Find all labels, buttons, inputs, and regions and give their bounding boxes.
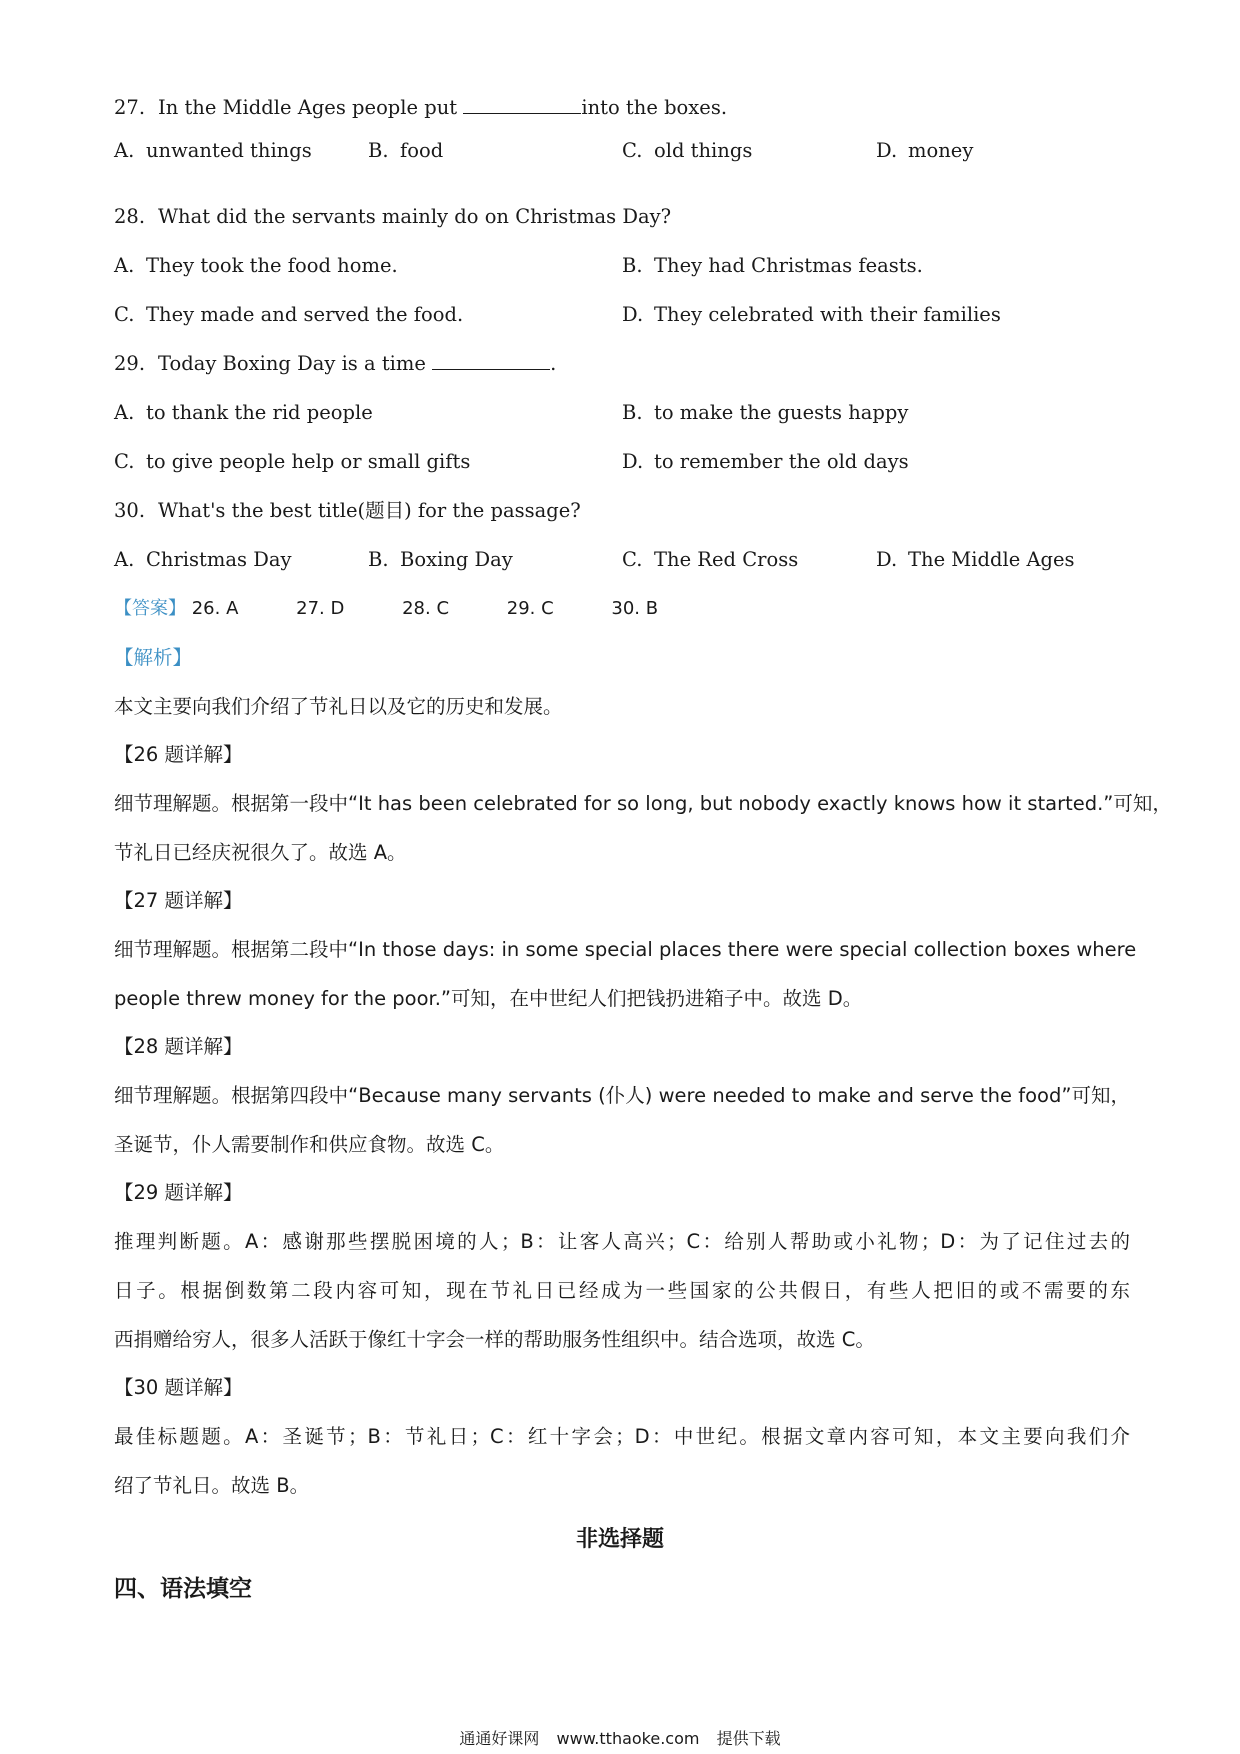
footer-url[interactable]: www.tthaoke.com [556, 1729, 700, 1748]
option-text: They had Christmas feasts. [654, 254, 923, 277]
option-text: They took the food home. [146, 254, 398, 277]
detail-28-line: 细节理解题。根据第四段中“Because many servants (仆人) were needed to make and serve the food”可知， [114, 1084, 1130, 1107]
option-text: to give people help or small gifts [146, 450, 471, 473]
option-a [114, 137, 312, 165]
detail-28-line: 圣诞节，仆人需要制作和供应食物。故选 C。 [114, 1133, 505, 1156]
option-text: They made and served the food. [146, 303, 464, 326]
analysis-label: 【解析】 [114, 646, 193, 669]
detail-29-line: 西捐赠给穷人，很多人活跃于像红十字会一样的帮助服务性组织中。结合选项，故选 C。 [114, 1328, 875, 1351]
page-footer [0, 1726, 1240, 1749]
question-number: 27. [114, 96, 146, 119]
footer-site-name: 通通好课网 [459, 1729, 540, 1748]
option-text: The Middle Ages [908, 548, 1075, 571]
option-text: old things [654, 139, 753, 162]
option-letter: A. [114, 254, 135, 277]
option-c [622, 137, 752, 165]
question-text: What did the servants mainly do on Christmas Day? [158, 205, 672, 228]
detail-29-heading: 【29 题详解】 [114, 1181, 243, 1204]
question-text: What's the best title(题目) for the passage? [158, 499, 581, 522]
footer-note: 提供下载 [716, 1729, 781, 1748]
option-text: unwanted things [146, 139, 312, 162]
detail-27-line: 细节理解题。根据第二段中“In those days: in some special places there were special collection boxes where [114, 938, 1137, 961]
option-c [114, 301, 463, 329]
question-27-stem [114, 94, 727, 122]
option-letter: B. [368, 139, 389, 162]
option-letter: D. [876, 139, 898, 162]
option-a [114, 252, 398, 280]
option-text: They celebrated with their families [654, 303, 1001, 326]
option-b [622, 399, 908, 427]
option-a [114, 546, 291, 574]
option-text: to remember the old days [654, 450, 909, 473]
option-text: to thank the rid people [146, 401, 373, 424]
detail-26-line: 细节理解题。根据第一段中“It has been celebrated for so long, but nobody exactly knows how it started.”可知， [114, 792, 1172, 815]
answer-key-row [114, 595, 710, 623]
detail-30-line: 最佳标题题。A：圣诞节；B：节礼日；C：红十字会；D：中世纪。根据文章内容可知，本文主要向我们介 [114, 1425, 1130, 1448]
option-text: Christmas Day [146, 548, 292, 571]
detail-29-line: 日子。根据倒数第二段内容可知，现在节礼日已经成为一些国家的公共假日，有些人把旧的或不需要的东 [114, 1279, 1130, 1302]
option-b [622, 252, 923, 280]
answer-blank [432, 351, 550, 370]
option-d [622, 301, 1001, 329]
option-letter: A. [114, 139, 135, 162]
detail-27-line: people threw money for the poor.”可知，在中世纪人们把钱扔进箱子中。故选 D。 [114, 987, 863, 1010]
detail-30-line: 绍了节礼日。故选 B。 [114, 1474, 310, 1497]
question-text: . [550, 352, 557, 375]
option-d [876, 137, 973, 165]
answer-blank [463, 95, 581, 114]
detail-28-heading: 【28 题详解】 [114, 1035, 243, 1058]
option-letter: C. [114, 450, 135, 473]
answer-key-item: 27. D [296, 598, 345, 619]
option-b [368, 137, 443, 165]
section-heading-nonchoice: 非选择题 [575, 1527, 664, 1552]
question-30-stem [114, 497, 581, 525]
section-heading-grammar: 四、语法填空 [114, 1576, 252, 1602]
answer-key-item: 29. C [506, 598, 554, 619]
analysis-summary: 本文主要向我们介绍了节礼日以及它的历史和发展。 [114, 695, 563, 718]
answer-key-item: 30. B [611, 598, 659, 619]
option-letter: A. [114, 401, 135, 424]
detail-26-line: 节礼日已经庆祝很久了。故选 A。 [114, 841, 407, 864]
detail-29-line: 推理判断题。A：感谢那些摆脱困境的人；B：让客人高兴；C：给别人帮助或小礼物；D：为了记住过去的 [114, 1230, 1130, 1253]
question-number: 30. [114, 499, 146, 522]
question-number: 29. [114, 352, 146, 375]
option-text: Boxing Day [400, 548, 513, 571]
option-letter: A. [114, 548, 135, 571]
option-letter: D. [876, 548, 898, 571]
option-text: to make the guests happy [654, 401, 909, 424]
answer-key-item: 28. C [402, 598, 450, 619]
option-letter: B. [622, 401, 643, 424]
question-text: Today Boxing Day is a time [158, 352, 433, 375]
option-text: The Red Cross [654, 548, 799, 571]
option-letter: D. [622, 303, 644, 326]
question-text: In the Middle Ages people put [158, 96, 464, 119]
question-28-stem [114, 203, 671, 231]
answer-label: 【答案】 [114, 598, 186, 619]
detail-26-heading: 【26 题详解】 [114, 743, 243, 766]
option-d [876, 546, 1075, 574]
option-c [622, 546, 798, 574]
option-a [114, 399, 373, 427]
option-letter: B. [622, 254, 643, 277]
option-b [368, 546, 513, 574]
option-c [114, 448, 470, 476]
option-letter: C. [622, 548, 643, 571]
question-number: 28. [114, 205, 146, 228]
option-text: food [400, 139, 444, 162]
answer-key-item: 26. A [191, 598, 239, 619]
option-d [622, 448, 909, 476]
option-letter: B. [368, 548, 389, 571]
detail-27-heading: 【27 题详解】 [114, 889, 243, 912]
question-29-stem [114, 350, 556, 378]
option-letter: D. [622, 450, 644, 473]
detail-30-heading: 【30 题详解】 [114, 1376, 243, 1399]
option-letter: C. [622, 139, 643, 162]
question-text: into the boxes. [581, 96, 728, 119]
option-letter: C. [114, 303, 135, 326]
option-text: money [908, 139, 974, 162]
